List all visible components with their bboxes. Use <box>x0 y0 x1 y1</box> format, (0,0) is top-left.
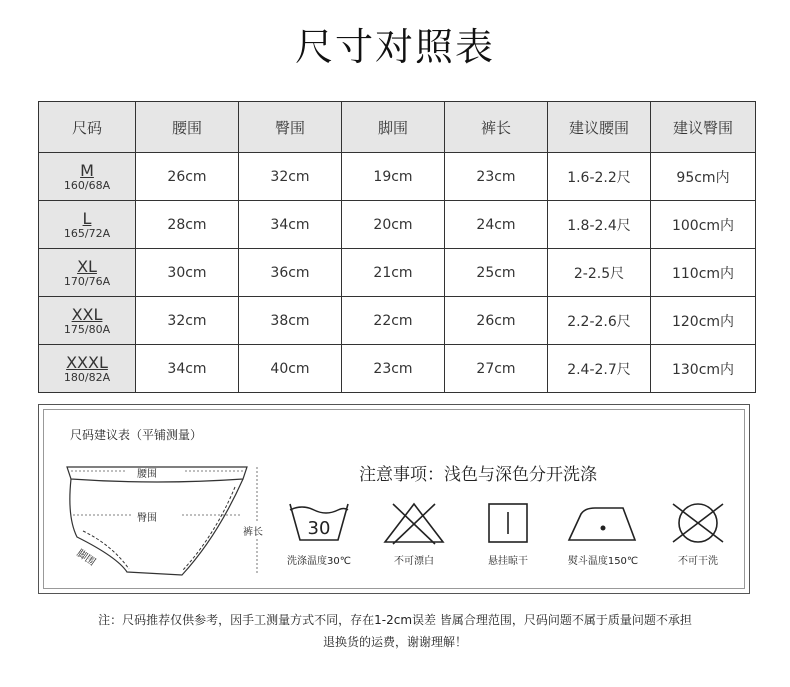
table-cell: 28cm <box>136 201 239 249</box>
footer-note-line2: 退换货的运费，谢谢理解！ <box>322 635 467 649</box>
header-length: 裤长 <box>445 102 548 153</box>
page-title: 尺寸对照表 <box>294 25 495 69</box>
table-row <box>39 153 756 201</box>
size-cell <box>39 201 136 249</box>
table-cell: 34cm <box>239 201 342 249</box>
brief-diagram <box>57 457 277 586</box>
care-label: 洗涤温度30℃ <box>287 556 351 567</box>
table-cell: 40cm <box>239 345 342 393</box>
table-cell: 23cm <box>445 153 548 201</box>
size-label: L <box>82 208 92 228</box>
table-cell: 1.6-2.2尺 <box>548 153 651 201</box>
table-cell: 26cm <box>445 297 548 345</box>
size-cell <box>39 153 136 201</box>
size-guide-panel <box>38 404 750 594</box>
care-label: 不可漂白 <box>394 556 434 567</box>
size-spec: 170/76A <box>63 274 111 288</box>
size-spec: 160/68A <box>63 178 111 192</box>
table-cell: 38cm <box>239 297 342 345</box>
hip-label: 臀围 <box>137 513 157 524</box>
panel-title: 尺码建议表（平铺测量） <box>70 428 203 442</box>
table-cell: 2.4-2.7尺 <box>548 345 651 393</box>
table-cell: 95cm内 <box>651 153 756 201</box>
size-cell <box>39 297 136 345</box>
table-cell: 19cm <box>342 153 445 201</box>
size-spec: 175/80A <box>63 322 111 336</box>
no-bleach-icon <box>379 500 449 546</box>
table-cell: 130cm内 <box>651 345 756 393</box>
table-cell: 20cm <box>342 201 445 249</box>
table-cell: 120cm内 <box>651 297 756 345</box>
care-item <box>369 500 459 567</box>
table-cell: 36cm <box>239 249 342 297</box>
header-leg: 脚围 <box>342 102 445 153</box>
table-cell: 2-2.5尺 <box>548 249 651 297</box>
care-label: 悬挂晾干 <box>488 556 528 567</box>
table-row <box>39 345 756 393</box>
care-label: 不可干洗 <box>678 556 718 567</box>
table-cell: 27cm <box>445 345 548 393</box>
table-cell: 30cm <box>136 249 239 297</box>
care-item <box>463 500 553 567</box>
header-suggest-waist: 建议腰围 <box>548 102 651 153</box>
hang-dry-icon <box>473 500 543 546</box>
table-row <box>39 201 756 249</box>
size-cell <box>39 345 136 393</box>
table-row <box>39 297 756 345</box>
care-notice: 注意事项：浅色与深色分开洗涤 <box>359 465 597 485</box>
iron-icon <box>565 500 641 546</box>
care-item <box>274 500 364 567</box>
leg-label: 脚围 <box>74 547 98 569</box>
size-table <box>38 101 756 393</box>
table-cell: 25cm <box>445 249 548 297</box>
header-suggest-hip: 建议臀围 <box>651 102 756 153</box>
header-size: 尺码 <box>39 102 136 153</box>
waist-label: 腰围 <box>137 469 157 480</box>
footer-note-line1: 注：尺码推荐仅供参考，因手工测量方式不同，存在1-2cm误差 皆属合理范围，尺码问题不属于质量问题不承担 <box>98 613 692 627</box>
size-cell <box>39 249 136 297</box>
table-row <box>39 249 756 297</box>
table-cell: 110cm内 <box>651 249 756 297</box>
size-label: XXL <box>71 304 103 324</box>
care-item <box>558 500 648 567</box>
table-cell: 21cm <box>342 249 445 297</box>
care-item <box>653 500 743 567</box>
size-label: M <box>80 160 94 180</box>
wash-30-icon <box>284 500 354 546</box>
table-cell: 32cm <box>239 153 342 201</box>
table-cell: 24cm <box>445 201 548 249</box>
table-cell: 26cm <box>136 153 239 201</box>
table-cell: 23cm <box>342 345 445 393</box>
no-dry-clean-icon <box>663 500 733 546</box>
care-label: 熨斗温度150℃ <box>567 556 639 567</box>
table-cell: 22cm <box>342 297 445 345</box>
length-label: 裤长 <box>243 523 263 538</box>
table-cell: 100cm内 <box>651 201 756 249</box>
size-spec: 180/82A <box>63 370 111 384</box>
wash-temp-value: 30 <box>307 518 331 539</box>
table-cell: 34cm <box>136 345 239 393</box>
table-cell: 32cm <box>136 297 239 345</box>
size-spec: 165/72A <box>63 226 111 240</box>
header-waist: 腰围 <box>136 102 239 153</box>
table-cell: 1.8-2.4尺 <box>548 201 651 249</box>
table-header-row <box>39 102 756 153</box>
table-cell: 2.2-2.6尺 <box>548 297 651 345</box>
size-label: XL <box>77 256 97 276</box>
header-hip: 臀围 <box>239 102 342 153</box>
size-label: XXXL <box>66 352 108 372</box>
